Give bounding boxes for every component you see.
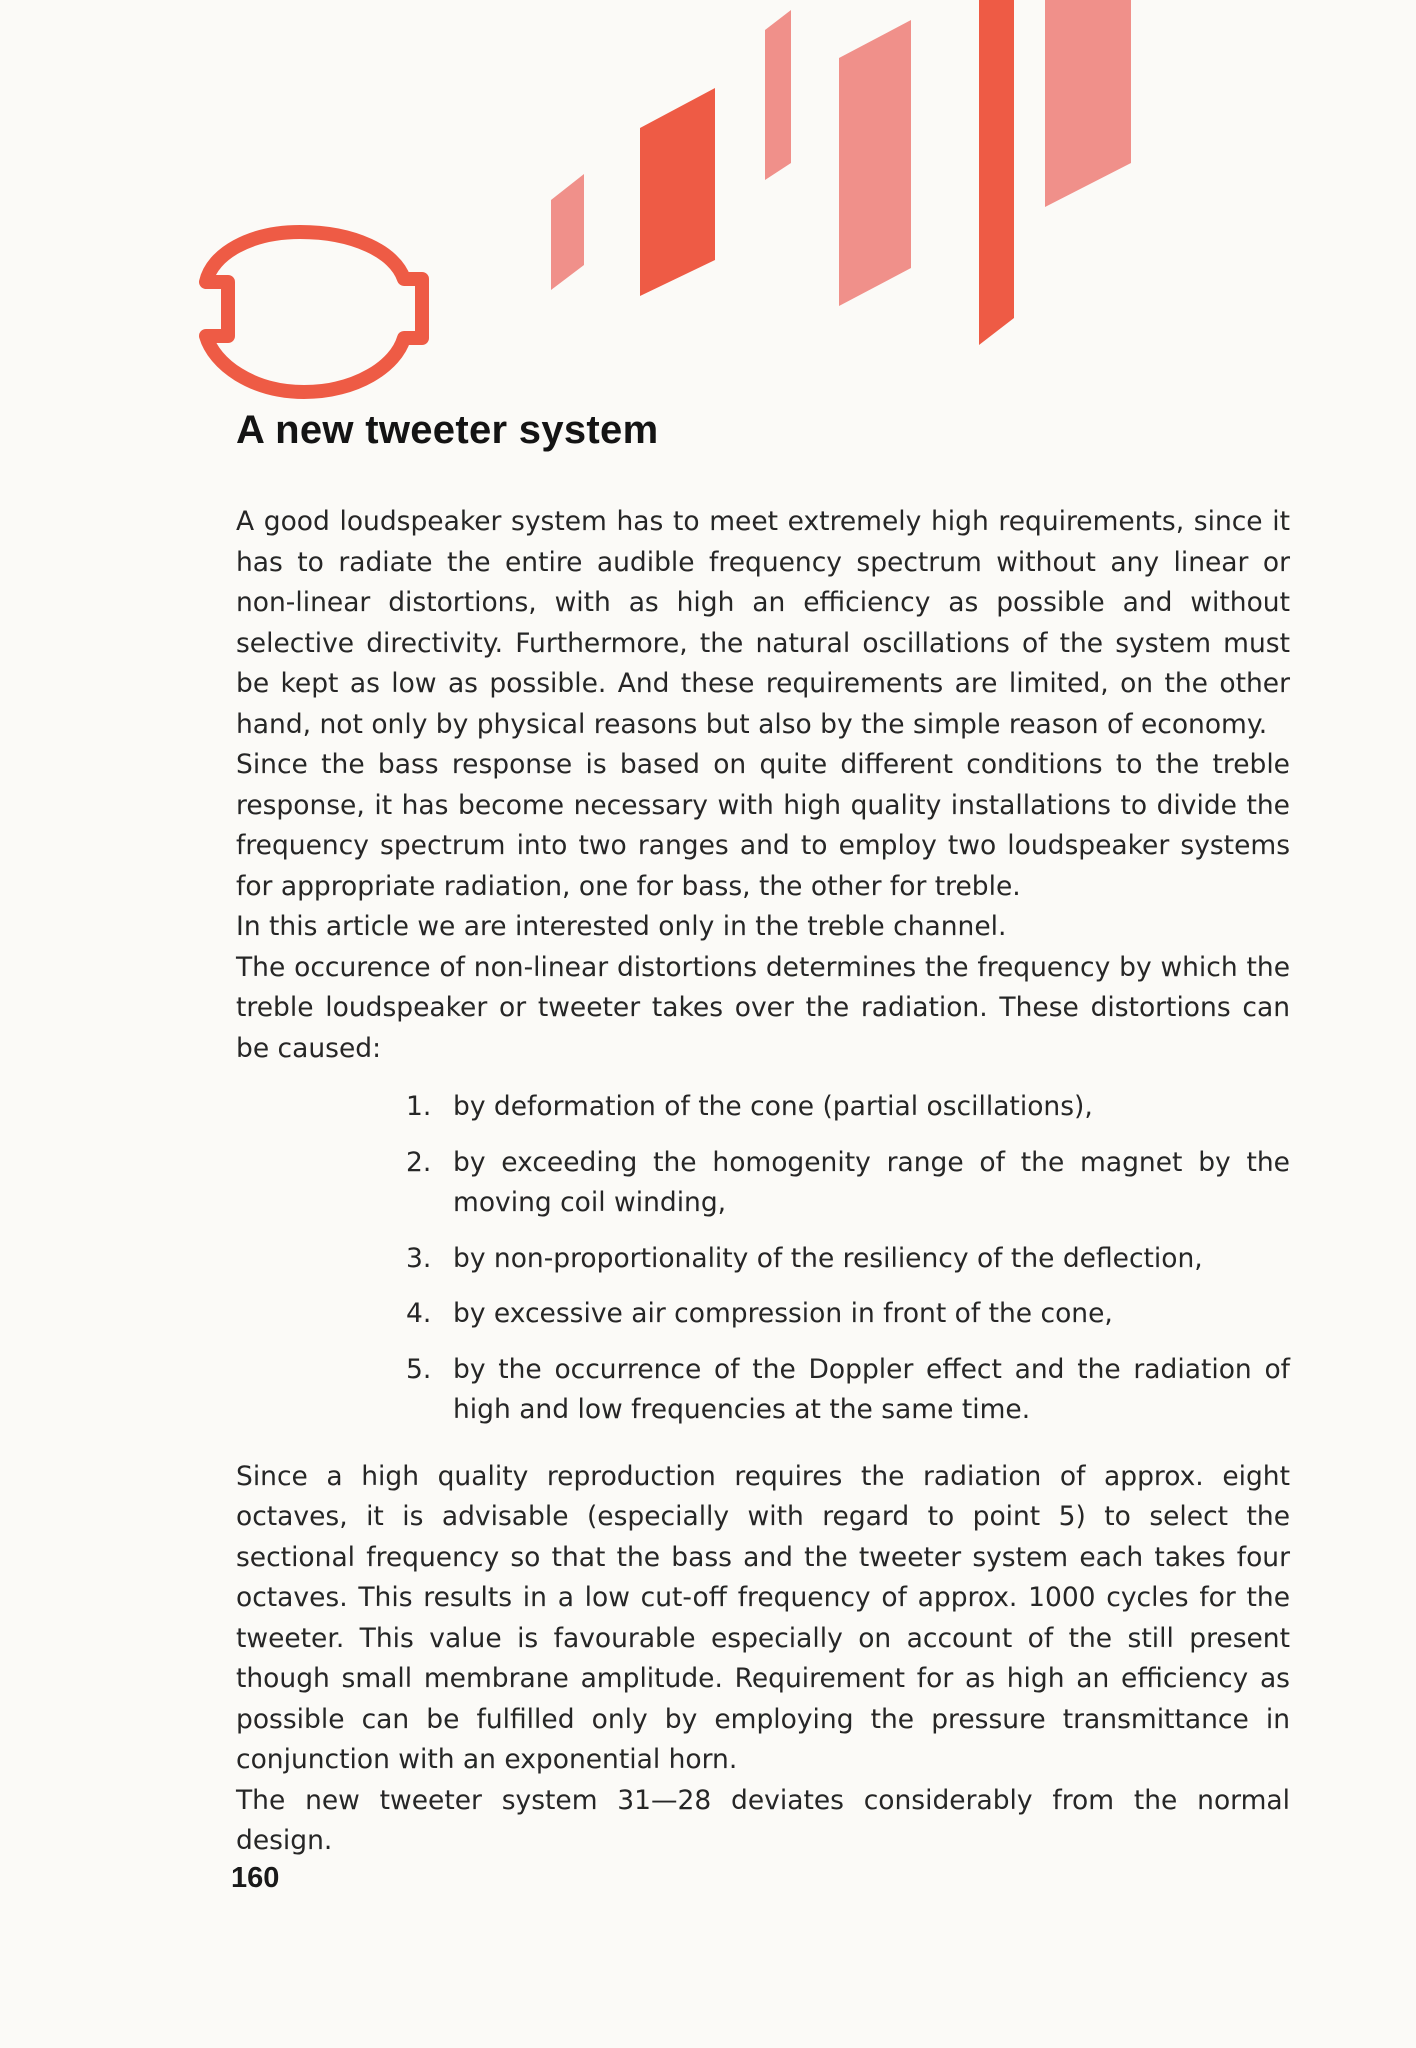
list-item <box>406 1087 1290 1128</box>
list-item-text: by the occurrence of the Doppler effect and the radiation of high and low frequencies at the same time. <box>453 1353 1290 1425</box>
list-item-number: 4. <box>406 1298 432 1329</box>
body-paragraph: Since a high quality reproduction requires the radiation of approx. eight octaves, it is advisable (especially with regard to point 5) to select the sectional frequency so that the bass and the tweeter system each takes four octaves. This results in a low cut-off frequency of approx. 1000 cycles for the tweeter. This value is favourable especially on account of the still present though small membrane amplitude. Requirement for as high an efficiency as possible can be fulfilled only by employing the pressure transmittance in conjunction with an exponential horn. <box>236 1460 1290 1775</box>
list-item-number: 2. <box>406 1146 432 1178</box>
body-paragraph: A good loudspeaker system has to meet extremely high requirements, since it has to radiate the entire audible frequency spectrum without any linear or non-linear distortions, with as high an efficiency as possible and without selective directivity. Furthermore, the natural oscillations of the system must be kept as low as possible. And these requirements are limited, on the other hand, not only by physical reasons but also by the simple reason of economy. <box>236 506 1290 740</box>
page-number: 160 <box>231 1862 280 1894</box>
soundwave-bar-5 <box>979 0 1014 345</box>
list-item-number: 5. <box>406 1353 432 1385</box>
speaker-ring-shape <box>206 232 422 392</box>
soundwave-bar-2 <box>640 88 715 296</box>
body-paragraph: In this article we are interested only in the treble channel. <box>236 911 1007 942</box>
article-heading: A new tweeter system <box>236 408 659 452</box>
list-item-text: by exceeding the homogenity range of the magnet by the moving coil winding, <box>453 1146 1290 1218</box>
list-item <box>406 1143 1290 1224</box>
body-paragraph: Since the bass response is based on quite different conditions to the treble response, it has become necessary with high quality installations to divide the frequency spectrum into two ranges and to employ two loudspeaker systems for appropriate radiation, one for bass, the other for treble. <box>236 749 1290 902</box>
soundwave-bar-4 <box>839 20 911 306</box>
body-paragraph: The new tweeter system 31—28 deviates considerably from the normal design. <box>236 1784 1290 1856</box>
list-item-text: by deformation of the cone (partial oscillations), <box>453 1091 1093 1122</box>
tweeter-logo-illustration <box>0 0 1416 430</box>
list-item-text: by non-proportionality of the resiliency of the deflection, <box>453 1242 1203 1274</box>
body-paragraph: The occurence of non-linear distortions determines the frequency by which the treble loudspeaker or tweeter takes over the radiation. These distortions can be caused: <box>236 951 1290 1064</box>
list-item <box>406 1239 1290 1280</box>
list-item-text: by excessive air compression in front of the cone, <box>453 1298 1113 1329</box>
soundwave-bar-6 <box>1045 0 1131 207</box>
list-item <box>406 1294 1290 1335</box>
list-item <box>406 1350 1290 1431</box>
soundwave-bar-3 <box>765 10 791 180</box>
distortion-causes-list <box>236 1087 1290 1431</box>
list-item-number: 1. <box>406 1091 432 1122</box>
soundwave-bar-1 <box>551 174 584 290</box>
list-item-number: 3. <box>406 1242 432 1274</box>
article-body <box>236 502 1290 1862</box>
